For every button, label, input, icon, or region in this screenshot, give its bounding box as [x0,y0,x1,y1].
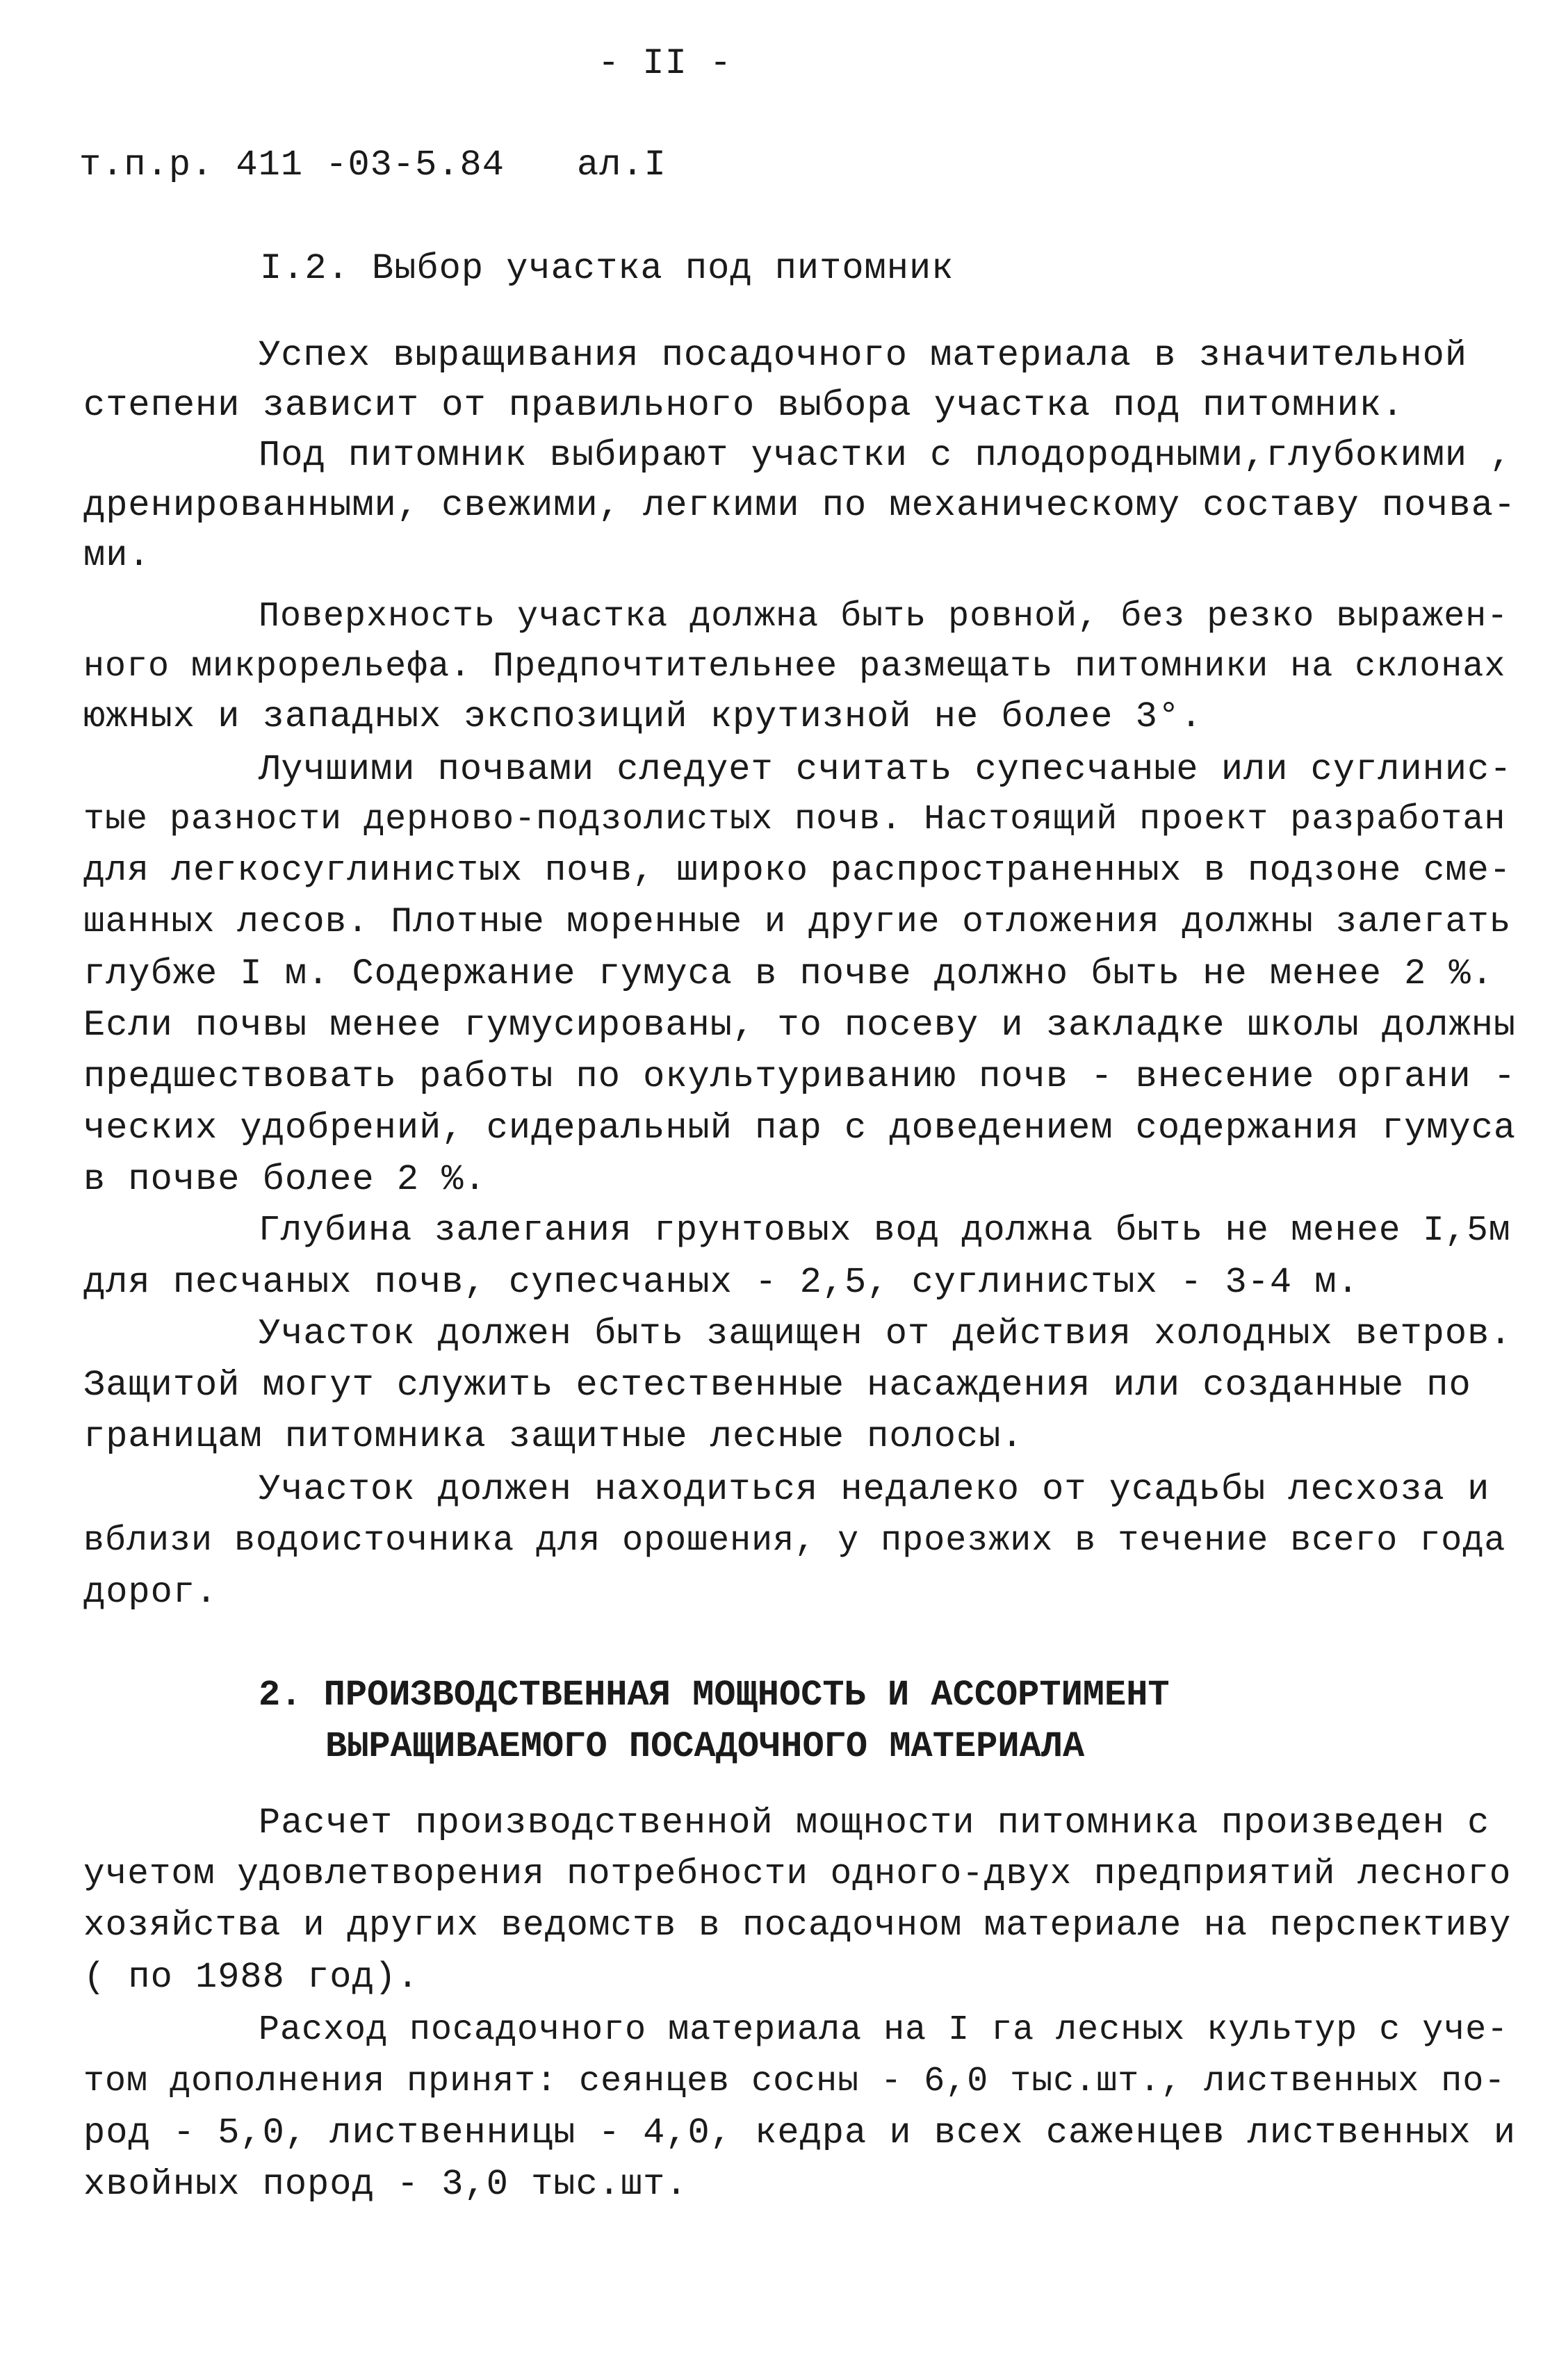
paragraph-line: для песчаных почв, супесчаных - 2,5, суглинистых - 3-4 м. [83,1262,1360,1303]
paragraph-line: дренированными, свежими, легкими по механическому составу почва- [83,485,1517,526]
paragraph-line: ( по 1988 год). [83,1957,420,1998]
section-heading: ВЫРАЩИВАЕМОГО ПОСАДОЧНОГО МАТЕРИАЛА [325,1726,1085,1767]
paragraph-line: хвойных пород - 3,0 тыс.шт. [83,2164,688,2205]
paragraph-line: Защитой могут служить естественные насаждения или созданные по [83,1365,1471,1406]
paragraph-line: Участок должен находиться недалеко от усадьбы лесхоза и [259,1469,1490,1510]
paragraph-line: ми. [83,535,151,576]
paragraph-line: шанных лесов. Плотные моренные и другие отложения должны залегать [83,903,1512,942]
paragraph-line: Участок должен быть защищен от действия холодных ветров. [259,1313,1512,1354]
section-title: I.2. Выбор участка под питомник [260,248,954,289]
paragraph-line: предшествовать работы по окультуриванию почв - внесение органи - [83,1056,1517,1097]
paragraph-line: в почве более 2 %. [83,1159,487,1200]
paragraph-line: род - 5,0, лиственницы - 4,0, кедра и всех саженцев лиственных и [83,2112,1517,2153]
sheet-label: ал.I [577,145,667,186]
paragraph-line: Расчет производственной мощности питомника произведен с [259,1803,1490,1844]
paragraph-line: южных и западных экспозиций крутизной не более 3°. [83,696,1203,737]
paragraph-line: степени зависит от правильного выбора участка под питомник. [83,385,1405,426]
section-heading: 2. ПРОИЗВОДСТВЕННАЯ МОЩНОСТЬ И АССОРТИМЕНТ [259,1675,1170,1716]
paragraph-line: Расход посадочного материала на I га лесных культур с уче- [259,2010,1509,2050]
paragraph-line: Успех выращивания посадочного материала в значительной [259,335,1468,376]
paragraph-line: глубже I м. Содержание гумуса в почве должно быть не менее 2 %. [83,953,1494,994]
paragraph-line: Поверхность участка должна быть ровной, без резко выражен- [259,597,1509,637]
paragraph-line: границам питомника защитные лесные полосы. [83,1416,1024,1457]
paragraph-line: Под питомник выбирают участки с плодородными,глубокими , [259,435,1512,476]
paragraph-line: вблизи водоисточника для орошения, у проезжих в течение всего года [83,1521,1506,1561]
paragraph-line: тые разности дерново-подзолистых почв. Настоящий проект разработан [83,800,1506,839]
paragraph-line: Если почвы менее гумусированы, то посеву и закладке школы должны [83,1005,1517,1046]
page-number: - II - [598,43,733,84]
paragraph-line: учетом удовлетворения потребности одного-двух предприятий лесного [83,1855,1512,1894]
paragraph-line: Лучшими почвами следует считать супесчаные или суглинис- [259,749,1512,790]
paragraph-line: Глубина залегания грунтовых вод должна быть не менее I,5м [259,1211,1511,1251]
document-code: т.п.р. 411 -03-5.84 [79,145,505,186]
paragraph-line: том дополнения принят: сеянцев сосны - 6,0 тыс.шт., лиственных по- [83,2062,1506,2101]
paragraph-line: дорог. [83,1572,218,1613]
paragraph-line: для легкосуглинистых почв, широко распространенных в подзоне сме- [83,851,1512,891]
paragraph-line: хозяйства и других ведомств в посадочном материале на перспективу [83,1906,1512,1946]
paragraph-line: ческих удобрений, сидеральный пар с доведением содержания гумуса [83,1108,1517,1149]
paragraph-line: ного микрорельефа. Предпочтительнее размещать питомники на склонах [83,647,1506,687]
